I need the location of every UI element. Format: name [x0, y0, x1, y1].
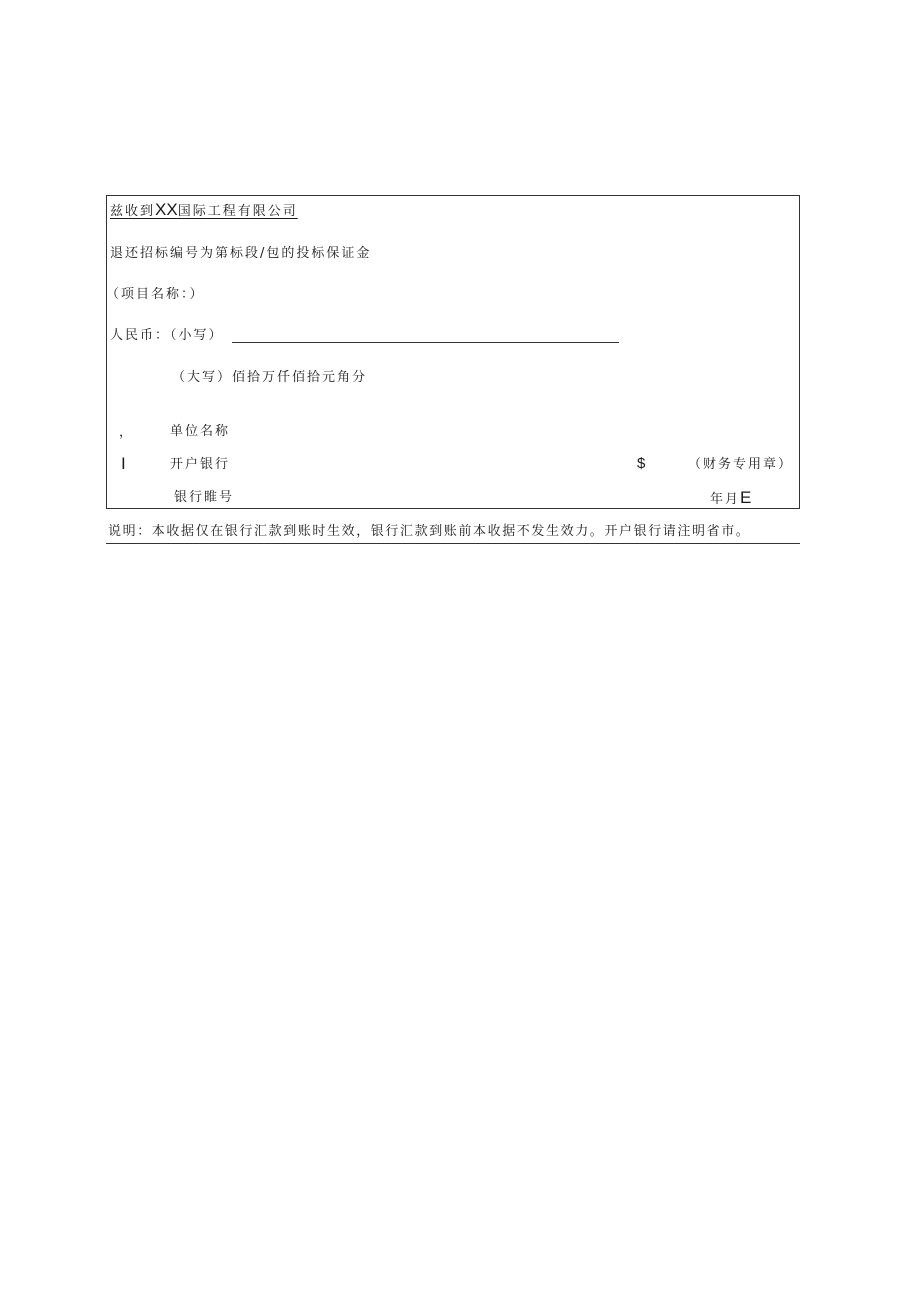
unit-name-label: 单位名称	[170, 424, 231, 439]
company-name: 国际工程有限公司	[177, 204, 298, 219]
payee-line	[110, 202, 298, 220]
payee-prefix: 兹收到	[110, 204, 156, 219]
footnote	[106, 524, 800, 544]
seal-label: （财务专用章）	[688, 457, 794, 472]
amount-large-line: （大写）佰拾万仟佰拾元角分	[172, 370, 368, 385]
dollar-mark: $	[637, 455, 646, 472]
comma-mark: ，	[119, 425, 135, 440]
amount-small-label: 人民币：（小写）	[110, 328, 224, 343]
amount-small-blank	[232, 342, 619, 343]
bank-label: 开户银行	[170, 457, 231, 472]
project-name-line: （项目名称：）	[106, 287, 205, 302]
refund-line: 退还招标编号为第标段/包的投标保证金	[110, 246, 372, 261]
company-code: XX	[155, 200, 178, 219]
footnote-text: 说明：本收据仅在银行汇款到账时生效，银行汇款到账前本收据不发生效力。开户银行请注明省市。	[108, 524, 751, 539]
date-line	[710, 490, 751, 508]
account-label: 银行睢号	[174, 490, 235, 505]
date-mark: E	[740, 488, 752, 507]
bar-mark: I	[121, 454, 126, 473]
date-label: 年月	[710, 492, 741, 507]
